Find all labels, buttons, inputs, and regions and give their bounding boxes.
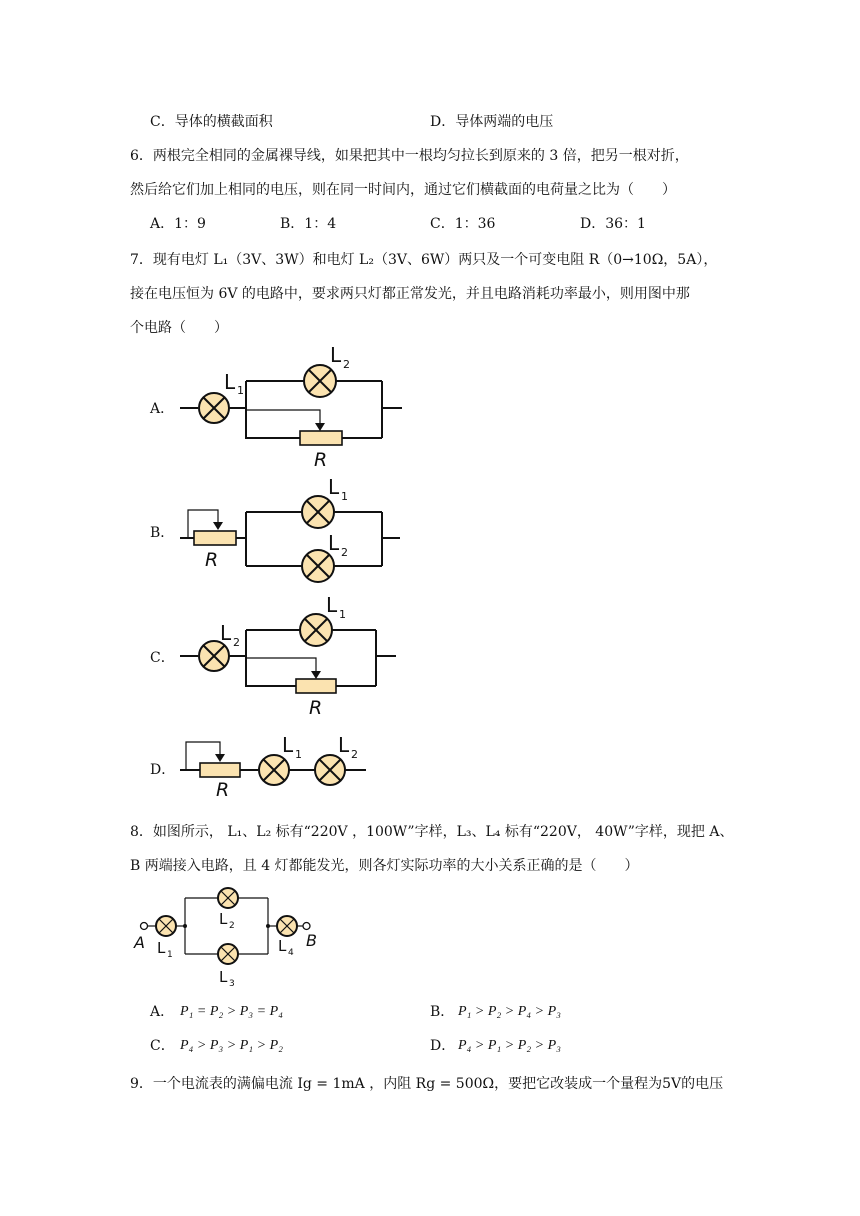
rheostat-icon [200, 763, 240, 777]
svg-text:L: L [219, 968, 228, 986]
q8-option-b-expr: P₁ > P₂ > P₄ > P₃ [458, 1004, 562, 1019]
q8-option-d-expr: P₄ > P₁ > P₂ > P₃ [458, 1038, 562, 1053]
svg-text:L: L [338, 733, 350, 757]
q7-option-b-label: B． [150, 525, 175, 541]
q7-line1: 7．现有电灯 L₁（3V、3W）和电灯 L₂（3V、6W）两只及一个可变电阻 R（0→10Ω，5A）， [130, 252, 718, 268]
rheostat-icon [296, 679, 336, 693]
svg-text:R: R [205, 549, 219, 571]
svg-text:2: 2 [351, 748, 358, 761]
q6-option-a: A．1：9 [150, 216, 206, 232]
q9-line1: 9．一个电流表的满偏电流 Ig = 1mA ，内阻 Rg = 500Ω，要把它改装成一个量程为5V的电压 [130, 1076, 724, 1092]
svg-text:L: L [220, 621, 232, 645]
q8-option-a-expr: P₁ = P₂ > P₃ = P₄ [180, 1004, 284, 1019]
q8-diagram [133, 888, 317, 989]
q8-option-b-label: B． [430, 1004, 455, 1020]
svg-text:L: L [328, 475, 340, 499]
option-d-prev: D．导体两端的电压 [430, 114, 554, 130]
q7-line3: 个电路（ ） [130, 320, 228, 336]
rheostat-icon [300, 431, 342, 445]
svg-text:L: L [330, 343, 342, 367]
rheostat-icon [194, 531, 236, 545]
svg-text:L: L [282, 733, 294, 757]
svg-text:L: L [157, 939, 166, 957]
svg-text:R: R [216, 779, 230, 801]
circuit-a [180, 343, 402, 471]
svg-text:1: 1 [341, 490, 348, 503]
svg-text:R: R [314, 449, 328, 471]
svg-text:1: 1 [237, 384, 244, 397]
q7-option-c-label: C． [150, 650, 175, 666]
svg-text:4: 4 [288, 948, 294, 958]
circuit-c [180, 593, 396, 719]
q8-line2: B 两端接入电路，且 4 灯都能发光，则各灯实际功率的大小关系正确的是（ ） [130, 858, 639, 874]
q8-option-a-label: A． [150, 1004, 175, 1020]
svg-text:1: 1 [339, 608, 346, 621]
svg-text:B: B [306, 931, 317, 950]
svg-text:L: L [219, 910, 228, 928]
q8-option-c-label: C． [150, 1038, 175, 1054]
svg-text:L: L [328, 531, 340, 555]
q8-line1: 8．如图所示， L₁、L₂ 标有“220V ，100W”字样，L₃、L₄ 标有“220V， 40W”字样，现把 A、 [130, 824, 734, 840]
q8-option-d-label: D． [430, 1038, 456, 1054]
q6-line1: 6．两根完全相同的金属裸导线，如果把其中一根均匀拉长到原来的 3 倍，把另一根对折， [130, 148, 689, 164]
q6-line2: 然后给它们加上相同的电压，则在同一时间内，通过它们横截面的电荷量之比为（ ） [130, 182, 676, 198]
q7-option-a-label: A． [150, 401, 175, 417]
svg-text:1: 1 [295, 748, 302, 761]
q8-option-c-expr: P₄ > P₃ > P₁ > P₂ [180, 1038, 284, 1053]
option-c-prev: C．导体的横截面积 [150, 114, 273, 130]
svg-text:L: L [224, 370, 236, 394]
svg-text:2: 2 [341, 546, 348, 559]
q6-option-b: B．1：4 [280, 216, 337, 232]
svg-text:1: 1 [167, 950, 173, 960]
svg-text:2: 2 [233, 636, 240, 649]
svg-text:2: 2 [229, 921, 235, 931]
svg-text:L: L [326, 593, 338, 617]
svg-text:3: 3 [229, 979, 235, 989]
q6-option-d: D．36：1 [580, 216, 646, 232]
q6-option-c: C．1：36 [430, 216, 496, 232]
q7-option-d-label: D． [150, 762, 176, 778]
q7-line2: 接在电压恒为 6V 的电路中，要求两只灯都正常发光，并且电路消耗功率最小，则用图中那 [130, 286, 690, 302]
svg-text:R: R [309, 697, 323, 719]
svg-text:2: 2 [343, 358, 350, 371]
circuit-b [180, 475, 400, 582]
svg-text:A: A [134, 933, 145, 952]
circuit-d [180, 733, 366, 801]
svg-text:L: L [278, 937, 287, 955]
